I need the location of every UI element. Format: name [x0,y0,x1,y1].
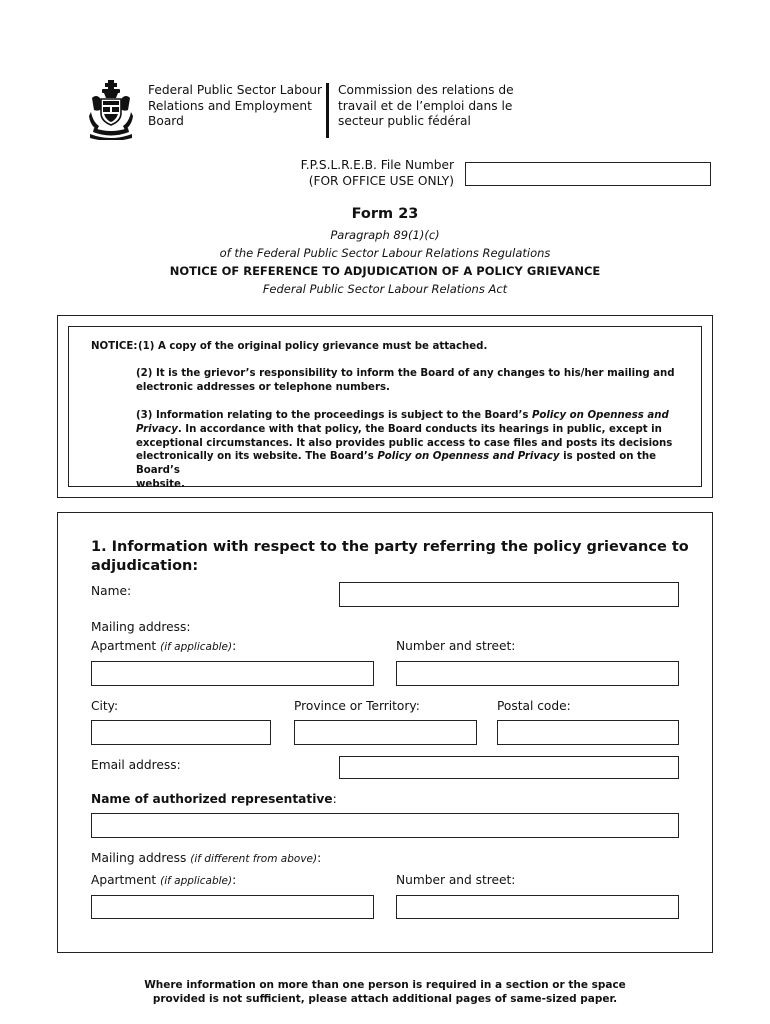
rep-mailing-address-label: Mailing address (if different from above): [91,851,322,865]
name-label: Name: [91,584,132,598]
city-label: City: [91,699,119,713]
file-number-field[interactable] [465,162,711,186]
rep-apartment-label: Apartment (if applicable): [91,873,237,887]
notice-item-1: (1) A copy of the original policy grievance must be attached. [138,341,488,352]
province-field[interactable] [294,720,477,745]
notice-item-3: (3) Information relating to the proceedings is subject to the Board’s Policy on Openness and Privacy. In accordance with that policy, the Board conducts its hearings in public, except in exceptional circumstances. It also provides public access to case files and posts its decisions electronically on its website. The Board’s Policy on Openness and Privacy is posted on the Board’s website. [136,410,673,490]
form-regulations: of the Federal Public Sector Labour Relations Regulations [219,246,551,260]
province-label: Province or Territory: [294,699,420,713]
city-field[interactable] [91,720,271,745]
street-field[interactable] [396,661,679,686]
notice-heading: NOTICE OF REFERENCE TO ADJUDICATION OF A POLICY GRIEVANCE [169,264,601,278]
rep-apartment-field[interactable] [91,895,374,919]
representative-label: Name of authorized representative: [91,792,337,806]
rep-street-label: Number and street: [396,873,516,887]
name-field[interactable] [339,582,679,607]
org-name-english: Federal Public Sector Labour Relations and Employment Board [148,83,322,128]
postal-code-field[interactable] [497,720,679,745]
file-number-label: F.P.S.L.R.E.B. File Number (FOR OFFICE USE ONLY) [300,158,454,188]
postal-code-label: Postal code: [497,699,571,713]
header-divider [326,83,329,138]
section-1-title: 1. Information with respect to the party referring the policy grievance to adjudication: [91,539,689,574]
notice-label: NOTICE: [91,341,138,352]
org-name-french: Commission des relations de travail et de l’emploi dans le secteur public fédéral [338,83,514,128]
footer-note: Where information on more than one person is required in a section or the space provided is not sufficient, please attach additional pages of same-sized paper. [144,979,626,1005]
mailing-address-label: Mailing address: [91,620,191,634]
notice-item-2: (2) It is the grievor’s responsibility to inform the Board of any changes to his/her mailing and electronic addresses or telephone numbers. [136,368,675,393]
form-title: Form 23 [351,206,419,222]
street-label: Number and street: [396,639,516,653]
apartment-label: Apartment (if applicable): [91,639,237,653]
rep-street-field[interactable] [396,895,679,919]
email-field[interactable] [339,756,679,779]
coat-of-arms-logo [88,78,134,140]
email-label: Email address: [91,758,181,772]
form-paragraph: Paragraph 89(1)(c) [330,228,440,242]
apartment-field[interactable] [91,661,374,686]
form-act: Federal Public Sector Labour Relations Act [262,282,508,296]
representative-field[interactable] [91,813,679,838]
